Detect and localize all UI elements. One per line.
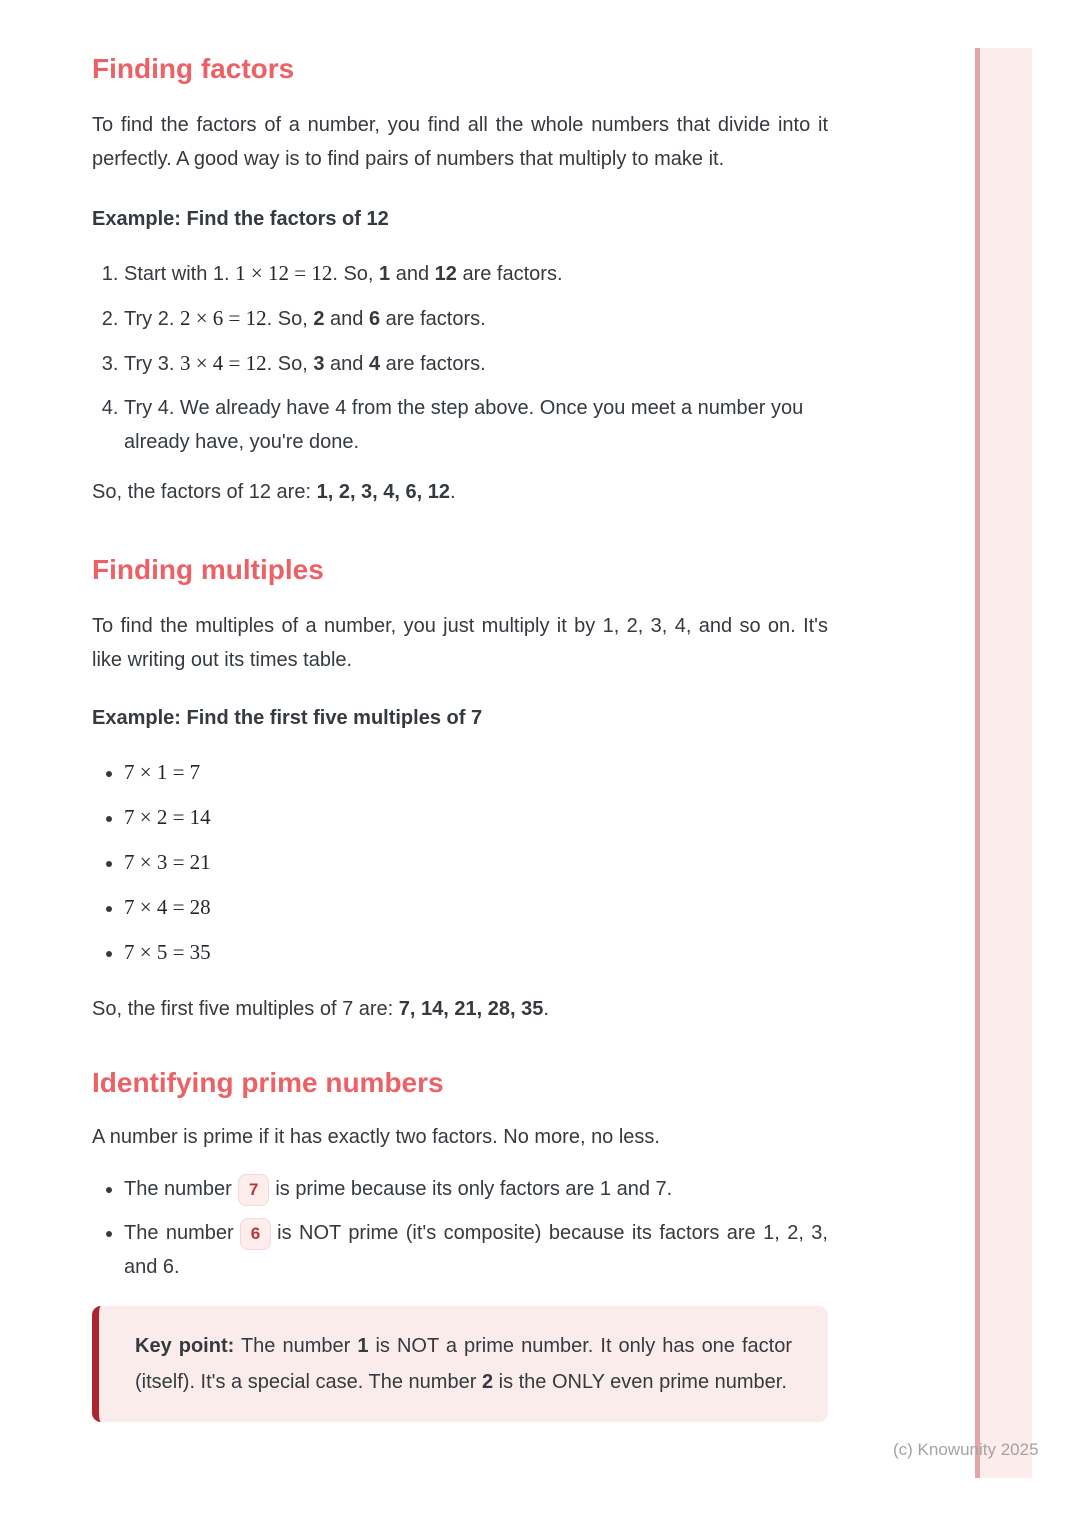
factors-example-label: Example: Find the factors of 12 (92, 208, 389, 230)
multiple-item (124, 890, 828, 925)
math-expression: 7 × 3 = 21 (124, 850, 211, 874)
multiples-result-numbers: 7, 14, 21, 28, 35 (398, 998, 544, 1020)
factor-number: 6 (368, 308, 381, 330)
step-text: are factors. (456, 263, 563, 285)
factors-step-4 (124, 391, 828, 459)
bullet-text: is prime because its only factors are 1 and 7. (275, 1178, 673, 1200)
bullet-text: is NOT prime (it's composite) because its factors are 1, 2, 3, and 6. (124, 1222, 828, 1278)
step-text: . So, (332, 263, 380, 285)
bullet-text: The number (124, 1178, 232, 1200)
factors-intro-paragraph: To find the factors of a number, you find all the whole numbers that divide into it perfectly. A good way is to find pairs of numbers that multiply to make it. (92, 114, 828, 170)
multiples-summary (92, 992, 828, 1026)
keypoint-text (135, 1328, 792, 1400)
step-text: are factors. (380, 353, 486, 375)
math-expression: 7 × 1 = 7 (124, 760, 201, 784)
multiple-item (124, 800, 828, 835)
factors-step-3 (124, 346, 828, 381)
keypoint-number-2: 2 (481, 1371, 494, 1393)
section-heading-identifying-primes: Identifying prime numbers (92, 1067, 444, 1098)
keypoint-label: Key point: (135, 1335, 235, 1357)
inline-number-chip-7: 7 (238, 1174, 269, 1206)
step-text: . So, (266, 308, 314, 330)
factor-number: 12 (434, 263, 457, 285)
copyright-watermark: (c) Knowunity 2025 (893, 1440, 1039, 1459)
bullet-text: The number (124, 1222, 234, 1244)
prime-example-bullet (124, 1172, 828, 1206)
section-heading-finding-factors: Finding factors (92, 53, 295, 84)
decorative-side-band (975, 48, 1032, 1478)
factors-summary (92, 475, 828, 509)
keypoint-run: is the ONLY even prime number. (493, 1371, 787, 1393)
factor-number: 2 (313, 308, 325, 330)
page-content (92, 0, 828, 1422)
factors-step-1 (124, 256, 828, 291)
math-expression: 7 × 2 = 14 (124, 805, 211, 829)
factors-step-2 (124, 301, 828, 336)
factor-number: 1 (379, 263, 391, 285)
step-text: Try 4. We already have 4 from the step above. Once you meet a number you already have, you're done. (124, 397, 804, 453)
keypoint-callout (92, 1306, 828, 1422)
math-expression: 1 × 12 = 12 (235, 261, 333, 285)
composite-example-bullet (124, 1216, 828, 1284)
summary-text: So, the factors of 12 are: (92, 481, 317, 503)
summary-text: . (543, 998, 549, 1020)
factors-result-numbers: 1, 2, 3, 4, 6, 12 (316, 481, 451, 503)
multiples-example-label: Example: Find the first five multiples of 7 (92, 707, 483, 729)
factors-steps-list (92, 256, 828, 459)
step-text: . So, (266, 353, 314, 375)
summary-text: So, the first five multiples of 7 are: (92, 998, 399, 1020)
step-text: Try 2. (124, 308, 180, 330)
step-text: Try 3. (124, 353, 180, 375)
multiple-item (124, 755, 828, 790)
multiple-item (124, 845, 828, 880)
math-expression: 7 × 5 = 35 (124, 940, 211, 964)
section-heading-finding-multiples: Finding multiples (92, 554, 324, 585)
math-expression: 2 × 6 = 12 (179, 306, 267, 330)
primes-intro-paragraph: A number is prime if it has exactly two factors. No more, no less. (92, 1126, 660, 1148)
step-text: and (324, 353, 369, 375)
math-expression: 3 × 4 = 12 (179, 351, 267, 375)
multiples-intro-paragraph: To find the multiples of a number, you just multiply it by 1, 2, 3, 4, and so on. It's like writing out its times table. (92, 615, 828, 671)
step-text: and (324, 308, 369, 330)
step-text: Start with 1. (124, 263, 236, 285)
primes-bullet-list (92, 1172, 828, 1284)
keypoint-number-1: 1 (357, 1335, 369, 1357)
step-text: are factors. (380, 308, 486, 330)
multiples-list (92, 755, 828, 970)
keypoint-run: The number (234, 1335, 358, 1357)
inline-number-chip-6: 6 (240, 1218, 271, 1250)
multiple-item (124, 935, 828, 970)
math-expression: 7 × 4 = 28 (124, 895, 211, 919)
factor-number: 3 (313, 353, 325, 375)
summary-text: . (450, 481, 456, 503)
step-text: and (390, 263, 435, 285)
keypoint-run: is NOT a prime number. It only has one factor (itself). It's a special case. The number (135, 1335, 792, 1393)
factor-number: 4 (368, 353, 381, 375)
